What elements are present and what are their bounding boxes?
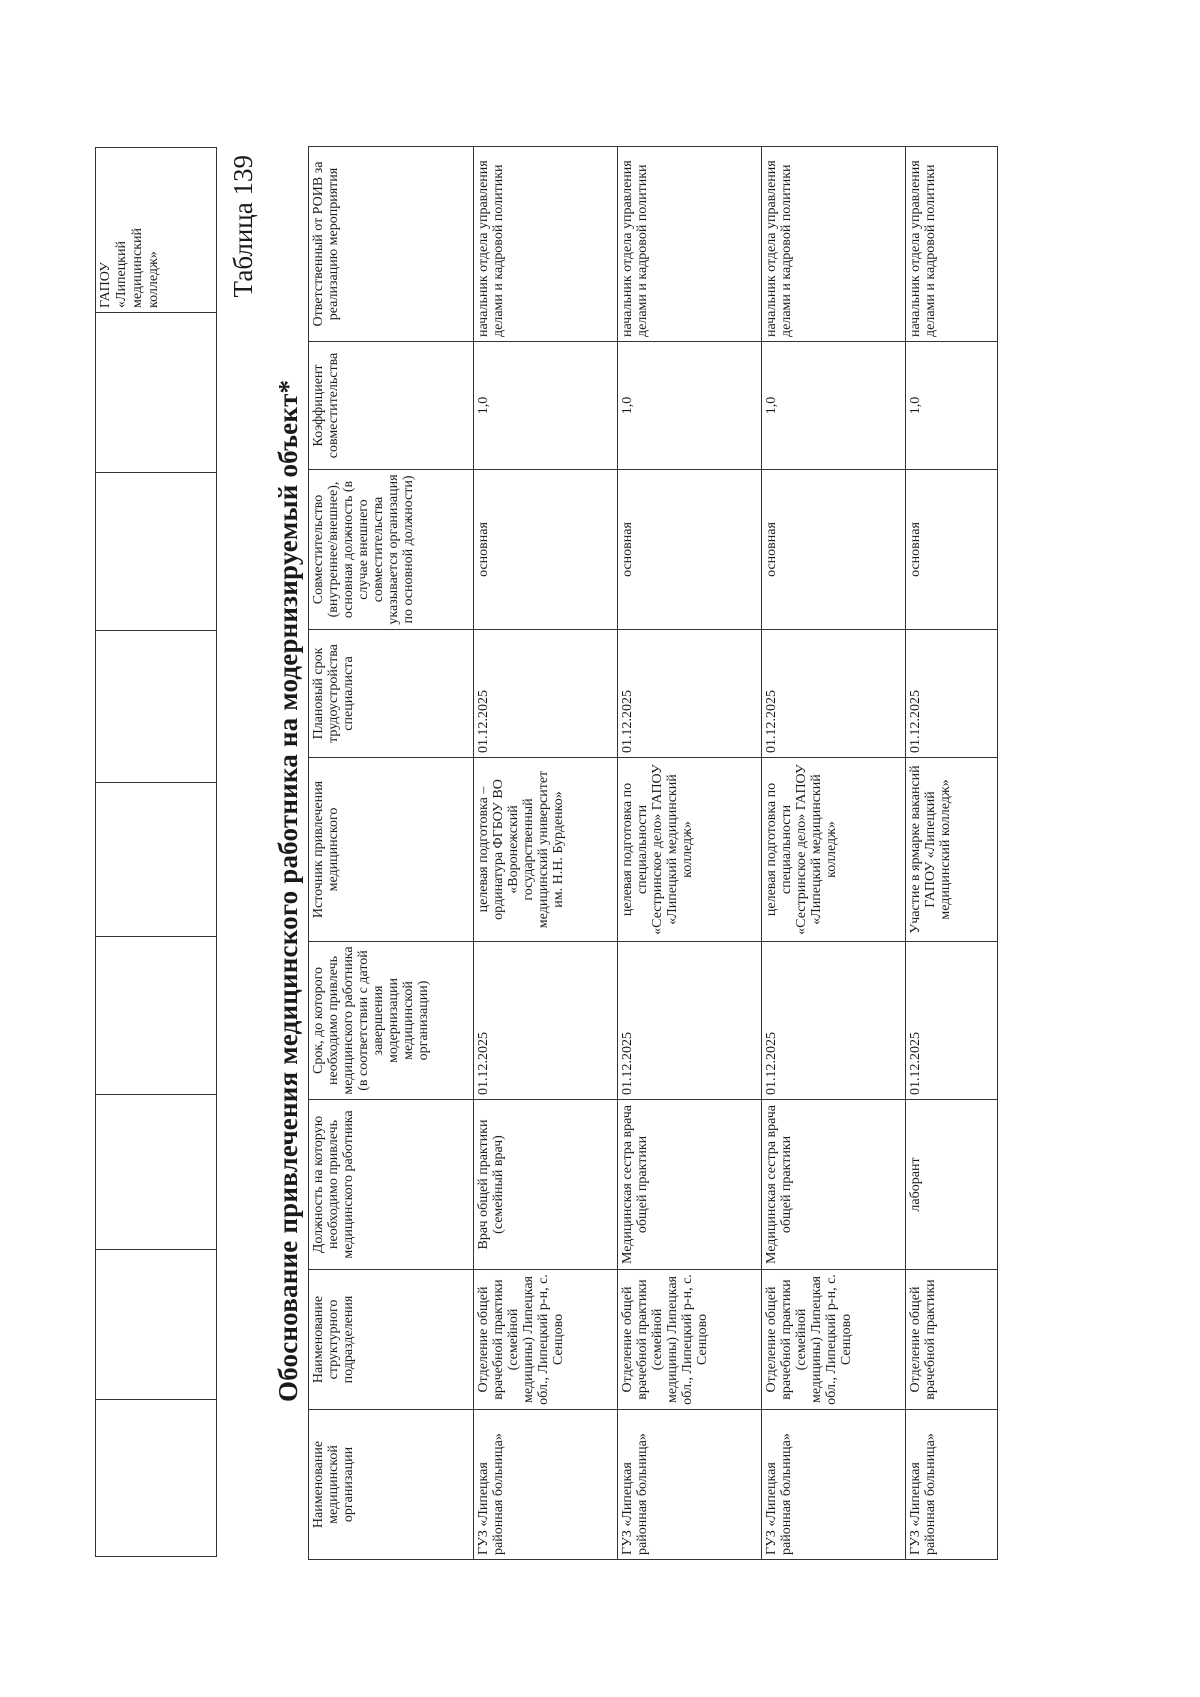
position-cell: Медицинская сестра врача общей практики	[618, 1100, 762, 1270]
table-row	[474, 147, 618, 1560]
combination-cell: основная	[618, 470, 762, 630]
column-header: Коэффициент совместительства	[309, 342, 474, 470]
coefficient-cell: 1,0	[474, 342, 618, 470]
column-header: Должность на которую необходимо привлечь медицинского работника	[309, 1100, 474, 1270]
responsible-cell: начальник отдела управления делами и кадровой политики	[762, 147, 906, 342]
continuation-cell-text: ГАПОУ «Липецкий медицинский колледж»	[96, 148, 217, 313]
hire-date-cell: 01.12.2025	[618, 630, 762, 758]
hire-date-cell: 01.12.2025	[762, 630, 906, 758]
unit-cell: Отделение общей врачебной практики	[906, 1270, 998, 1410]
org-cell: ГУЗ «Липецкая районная больница»	[762, 1410, 906, 1560]
continuation-cell	[96, 1095, 217, 1250]
org-cell: ГУЗ «Липецкая районная больница»	[618, 1410, 762, 1560]
hire-date-cell: 01.12.2025	[906, 630, 998, 758]
continuation-cell	[96, 937, 217, 1095]
column-header: Срок, до которого необходимо привлечь медицинского работника (в соответствии с датой завершения модернизации медицинской организации)	[309, 942, 474, 1100]
table-header-row	[309, 147, 474, 1560]
deadline-cell: 01.12.2025	[618, 942, 762, 1100]
unit-cell: Отделение общей врачебной практики (семейной медицины) Липецкая обл., Липецкий р-н, с. Сенцово	[474, 1270, 618, 1410]
responsible-cell: начальник отдела управления делами и кадровой политики	[474, 147, 618, 342]
table-row	[762, 147, 906, 1560]
org-cell: ГУЗ «Липецкая районная больница»	[906, 1410, 998, 1560]
position-cell: лаборант	[906, 1100, 998, 1270]
coefficient-cell: 1,0	[906, 342, 998, 470]
responsible-cell: начальник отдела управления делами и кадровой политики	[906, 147, 998, 342]
org-cell: ГУЗ «Липецкая районная больница»	[474, 1410, 618, 1560]
coefficient-cell: 1,0	[618, 342, 762, 470]
combination-cell: основная	[906, 470, 998, 630]
column-header: Источник привлечения медицинского	[309, 758, 474, 942]
coefficient-cell: 1,0	[762, 342, 906, 470]
deadline-cell: 01.12.2025	[474, 942, 618, 1100]
source-cell: целевая подготовка – ординатура ФГБОУ ВО «Воронежский государственный медицинский университет им. Н.Н. Бурденко»	[474, 758, 618, 942]
combination-cell: основная	[474, 470, 618, 630]
source-cell: целевая подготовка по специальности «Сестринское дело» ГАПОУ «Липецкий медицинский колледж»	[618, 758, 762, 942]
unit-cell: Отделение общей врачебной практики (семейной медицины) Липецкая обл., Липецкий р-н, с. Сенцово	[762, 1270, 906, 1410]
continuation-row	[96, 148, 217, 1557]
page-title: Обоснование привлечения медицинского работника на модернизируемый объект*	[273, 379, 303, 1402]
continuation-table	[95, 147, 217, 1557]
table-number: Таблица 139	[228, 155, 258, 298]
continuation-cell	[96, 631, 217, 783]
column-header: Плановый срок трудоустройства специалиста	[309, 630, 474, 758]
unit-cell: Отделение общей врачебной практики (семейной медицины) Липецкая обл., Липецкий р-н, с. Сенцово	[618, 1270, 762, 1410]
column-header: Совместительство (внутреннее/внешнее), основная должность (в случае внешнего совместительства указывается организация по основной должности)	[309, 470, 474, 630]
hire-date-cell: 01.12.2025	[474, 630, 618, 758]
deadline-cell: 01.12.2025	[906, 942, 998, 1100]
position-cell: Медицинская сестра врача общей практики	[762, 1100, 906, 1270]
column-header: Наименование медицинской организации	[309, 1410, 474, 1560]
column-header: Наименование структурного подразделения	[309, 1270, 474, 1410]
responsible-cell: начальник отдела управления делами и кадровой политики	[618, 147, 762, 342]
continuation-cell	[96, 783, 217, 937]
table-row	[906, 147, 998, 1560]
position-cell: Врач общей практики (семейный врач)	[474, 1100, 618, 1270]
table-row	[618, 147, 762, 1560]
continuation-cell	[96, 313, 217, 473]
continuation-cell	[96, 473, 217, 631]
deadline-cell: 01.12.2025	[762, 942, 906, 1100]
column-header: Ответственный от РОИВ за реализацию мероприятия	[309, 147, 474, 342]
source-cell: целевая подготовка по специальности «Сестринское дело» ГАПОУ «Липецкий медицинский колледж»	[762, 758, 906, 942]
continuation-cell	[96, 1400, 217, 1557]
staffing-table	[308, 146, 998, 1560]
source-cell: Участие в ярмарке вакансий ГАПОУ «Липецкий медицинский колледж»	[906, 758, 998, 942]
combination-cell: основная	[762, 470, 906, 630]
continuation-cell	[96, 1250, 217, 1400]
